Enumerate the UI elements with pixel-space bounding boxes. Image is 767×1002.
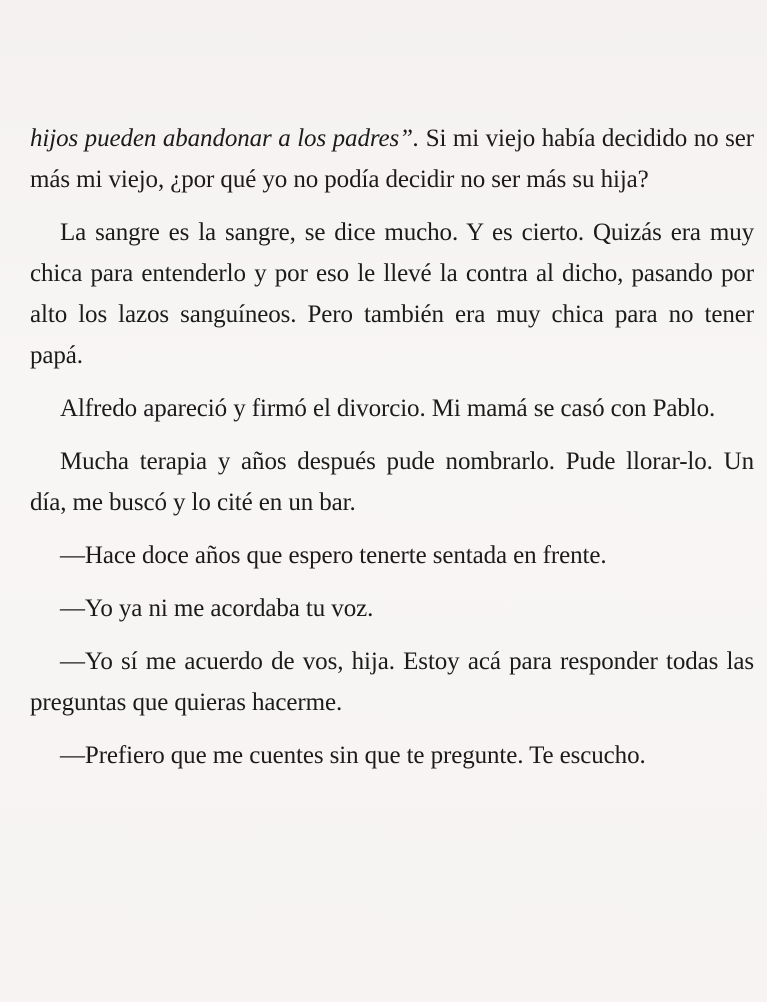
italic-quote: hijos pueden abandonar a los padres”. — [30, 125, 420, 152]
paragraph-3: Alfredo apareció y firmó el divorcio. Mi mamá se casó con Pablo. — [60, 395, 716, 422]
paragraph-1 — [30, 118, 754, 200]
paragraph-4: Mucha terapia y años después pude nombrarlo. Pude llorar-lo. Un día, me buscó y lo cité en un bar. — [30, 448, 754, 516]
paragraph-1-text: Si mi viejo había decidido no ser más mi viejo, ¿por qué yo no podía decidir no ser más su hija? — [30, 125, 754, 193]
dialogue-line-1: —Hace doce años que espero tenerte sentada en frente. — [60, 542, 607, 569]
paragraph-2: La sangre es la sangre, se dice mucho. Y es cierto. Quizás era muy chica para entenderlo y por eso le llevé la contra al dicho, pasando por alto los lazos sanguíneos. Pero también era muy chica para no tener papá. — [30, 219, 754, 369]
page-body-text — [30, 118, 754, 788]
dialogue-line-4: —Prefiero que me cuentes sin que te pregunte. Te escucho. — [60, 742, 646, 769]
dialogue-line-2: —Yo ya ni me acordaba tu voz. — [60, 595, 374, 622]
dialogue-line-3: —Yo sí me acuerdo de vos, hija. Estoy acá para responder todas las preguntas que quieras hacerme. — [30, 648, 754, 716]
